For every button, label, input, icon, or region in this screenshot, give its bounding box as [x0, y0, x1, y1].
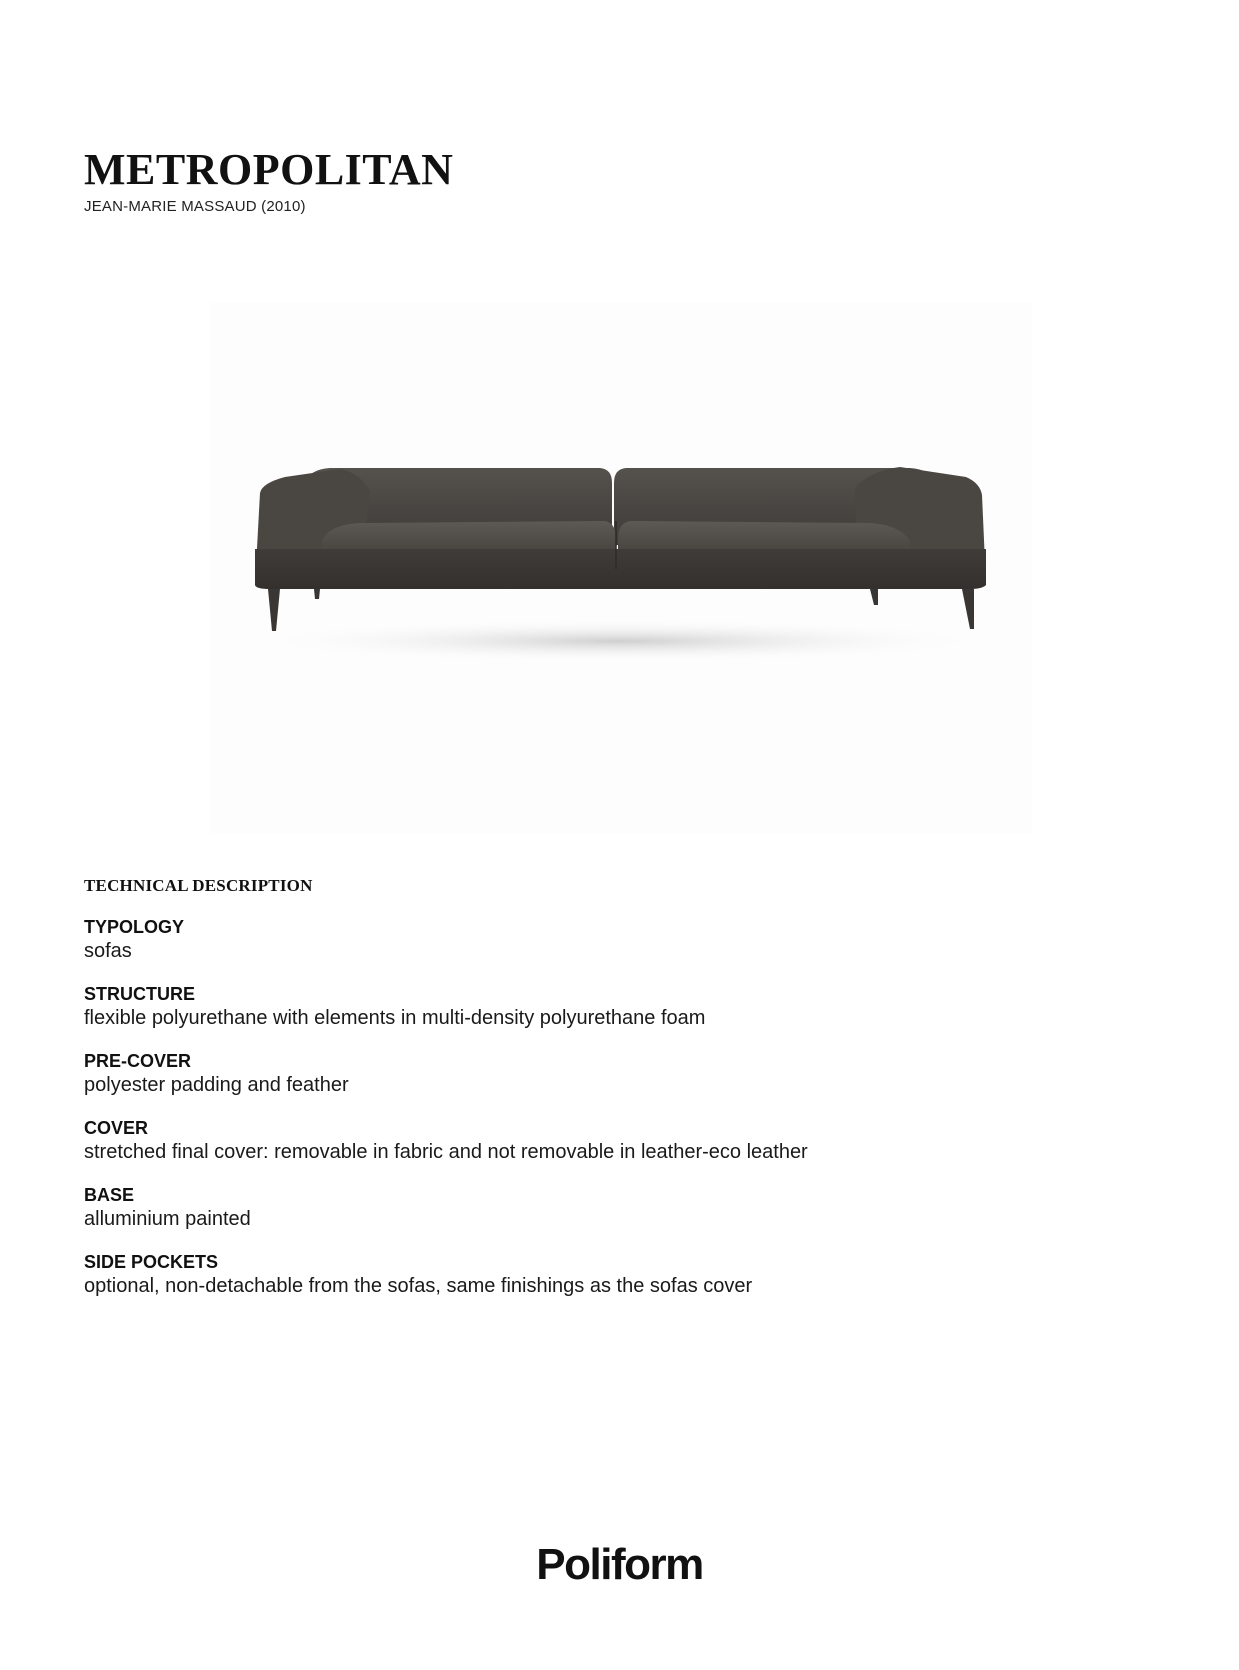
spec-value: polyester padding and feather — [84, 1074, 349, 1096]
spec-value: optional, non-detachable from the sofas, same finishings as the sofas cover — [84, 1275, 753, 1297]
spec-base — [84, 1184, 1084, 1251]
spec-value: alluminium painted — [84, 1208, 251, 1230]
sofa-shadow — [240, 619, 1000, 663]
brand-logo: Poliform — [536, 1540, 703, 1589]
product-title: METROPOLITAN — [84, 145, 454, 194]
leg-front-right — [962, 589, 974, 629]
spec-value: sofas — [84, 940, 132, 962]
seat-cushion-left — [322, 521, 616, 553]
spec-label: PRE-COVER — [84, 1051, 192, 1071]
seat-cushion-right — [618, 521, 910, 553]
sofa-photo — [210, 303, 1032, 833]
designer-line: JEAN-MARIE MASSAUD (2010) — [84, 198, 306, 215]
leg-back-right — [870, 589, 878, 605]
leg-front-left — [268, 589, 280, 631]
spec-label: TYPOLOGY — [84, 917, 185, 937]
spec-structure — [84, 983, 1084, 1050]
spec-label: COVER — [84, 1118, 149, 1138]
sofa-illustration — [210, 303, 1032, 833]
leg-back-left — [314, 589, 320, 599]
sofa-base-front — [255, 549, 986, 589]
spec-side-pockets — [84, 1251, 1084, 1318]
spec-value: stretched final cover: removable in fabric and not removable in leather-eco leather — [84, 1141, 808, 1163]
spec-label: BASE — [84, 1185, 135, 1205]
spec-label: STRUCTURE — [84, 984, 195, 1004]
technical-description-heading: TECHNICAL DESCRIPTION — [84, 876, 313, 895]
spec-list — [84, 916, 1084, 1318]
spec-cover — [84, 1117, 1084, 1184]
spec-pre-cover — [84, 1050, 1084, 1117]
spec-typology — [84, 916, 1084, 983]
spec-value: flexible polyurethane with elements in multi-density polyurethane foam — [84, 1007, 706, 1029]
spec-label: SIDE POCKETS — [84, 1252, 219, 1272]
